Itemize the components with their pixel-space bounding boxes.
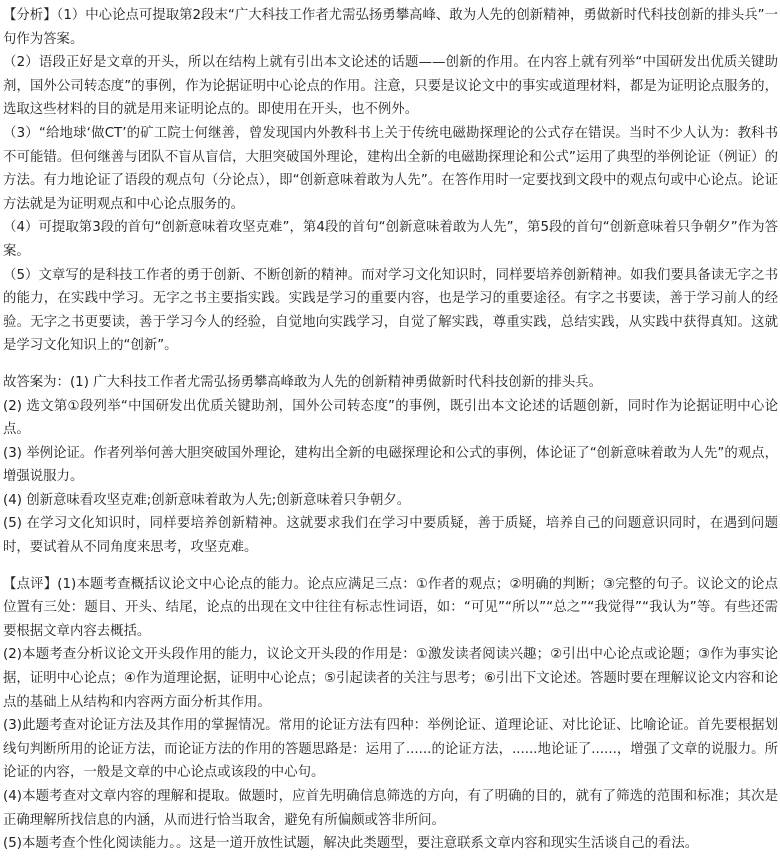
analysis-paragraph-3: （3）“给地球‘做CT’的矿工院士何继善，曾发现国内外教科书上关于传统电磁勘探理论的公式存在错误。当时不少人认为：教科书不可能错。但何继善与团队不盲从盲信，大胆突破国外理论，建构出全新的电磁勘探理论和公式”运用了典型的举例论证（例证）的方法。有力地论证了语段的观点句（分论点），即“创新意味着敢为人先”。在答作用时一定要找到文段中的观点句或中心论点。论证方法就是为证明观点和中心论点服务的。 [3, 125, 778, 212]
analysis-section [3, 4, 778, 358]
answer-item-3: (3) 举例论证。作者列举何善大胆突破国外理论，建构出全新的电磁探理论和公式的事例，体论证了“创新意味着敢为人先”的观点，增强说服力。 [3, 445, 778, 485]
commentary-paragraph-1: 【点评】(1)本题考查概括议论文中心论点的能力。论点应满足三点：①作者的观点；②明确的判断；③完整的句子。议论文的论点位置有三处：题目、开头、结尾，论点的出现在文中往往有标志性词语，如：“可见”“所以”“总之”“我觉得”“我认为”等。有些还需要根据文章内容去概括。 [3, 576, 778, 639]
answer-item-2: (2) 选文第①段列举“中国研发出优质关键助剂，国外公司转态度”的事例，既引出本文论述的话题创新，同时作为论据证明中心论点。 [3, 398, 778, 438]
commentary-paragraph-3: (3)此题考查对论证方法及其作用的掌握情况。常用的论证方法有四种：举例论证、道理论证、对比论证、比喻论证。首先要根据划线句判断所用的论证方法，而论证方法的作用的答题思路是：运用了......的论证方法，......地论证了......，增强了文章的说服力。所论证的内容，一般是文章的中心论点或该段的中心句。 [3, 718, 778, 781]
analysis-paragraph-1: 【分析】（1）中心论点可提取第2段末“广大科技工作者尤需弘扬勇攀高峰、敢为人先的创新精神，勇做新时代科技创新的排头兵”一句作为答案。 [3, 8, 778, 47]
commentary-paragraph-4: (4)本题考查对文章内容的理解和提取。做题时，应首先明确信息筛选的方向，有了明确的目的，就有了筛选的范围和标准；其次是正确理解所找信息的内涵，从而进行恰当取舍，避免有所偏颇或答非所问。 [3, 789, 778, 828]
section-gap [3, 560, 778, 573]
analysis-paragraph-2: （2）语段正好是文章的开头，所以在结构上就有引出本文论述的话题——创新的作用。在内容上就有列举“中国研发出优质关键助剂，国外公司转态度”的事例，作为论据证明中心论点的作用。注意，只要是议论文中的事实或道理材料，都是为证明论点服务的，选取这些材料的目的就是用来证明论点的。即使用在开头，也不例外。 [3, 55, 778, 118]
commentary-paragraph-5: (5)本题考查个性化阅读能力。。这是一道开放性试题，解决此类题型，要注意联系文章内容和现实生活谈自己的看法。 [3, 836, 699, 852]
section-gap [3, 358, 778, 371]
answer-section [3, 371, 778, 560]
commentary-section [3, 573, 778, 856]
analysis-paragraph-5: （5）文章写的是科技工作者的勇于创新、不断创新的精神。而对学习文化知识时，同样要培养创新精神。如我们要具备读无字之书的能力，在实践中学习。无字之书主要指实践。实践是学习的重要内容，也是学习的重要途径。有字之书要读，善于学习前人的经验。无字之书更要读，善于学习今人的经验，自觉地向实践学习，自觉了解实践，尊重实践，总结实践，从实践中获得真知。这就是学习文化知识上的“创新”。 [3, 267, 778, 354]
answer-item-4: (4) 创新意味看攻坚克难;创新意味着敢为人先;创新意味着只争朝夕。 [3, 492, 411, 508]
analysis-paragraph-4: （4）可提取第3段的首句“创新意味着攻坚克难”，第4段的首句“创新意味着敢为人先”，第5段的首句“创新意味着只争朝夕”作为答案。 [3, 220, 778, 259]
answer-item-5: (5) 在学习文化知识时，同样要培养创新精神。这就要求我们在学习中要质疑，善于质疑，培养自己的问题意识同时，在遇到问题时，要试着从不同角度来思考，攻坚克难。 [3, 516, 778, 556]
commentary-paragraph-2: (2)本题考查分析议论文开头段作用的能力，议论文开头段的作用是：①激发读者阅读兴趣；②引出中心论点或论题；③作为事实论据，证明中心论点；④作为道理论据，证明中心论点；⑤引起读者的关注与思考；⑥引出下文论述。答题时要在理解议论文内容和论点的基础上从结构和内容两方面分析其作用。 [3, 647, 778, 710]
answer-intro: 故答案为：(1) 广大科技工作者尤需弘扬勇攀高峰敢为人先的创新精神勇做新时代科技创新的排头兵。 [3, 374, 603, 390]
